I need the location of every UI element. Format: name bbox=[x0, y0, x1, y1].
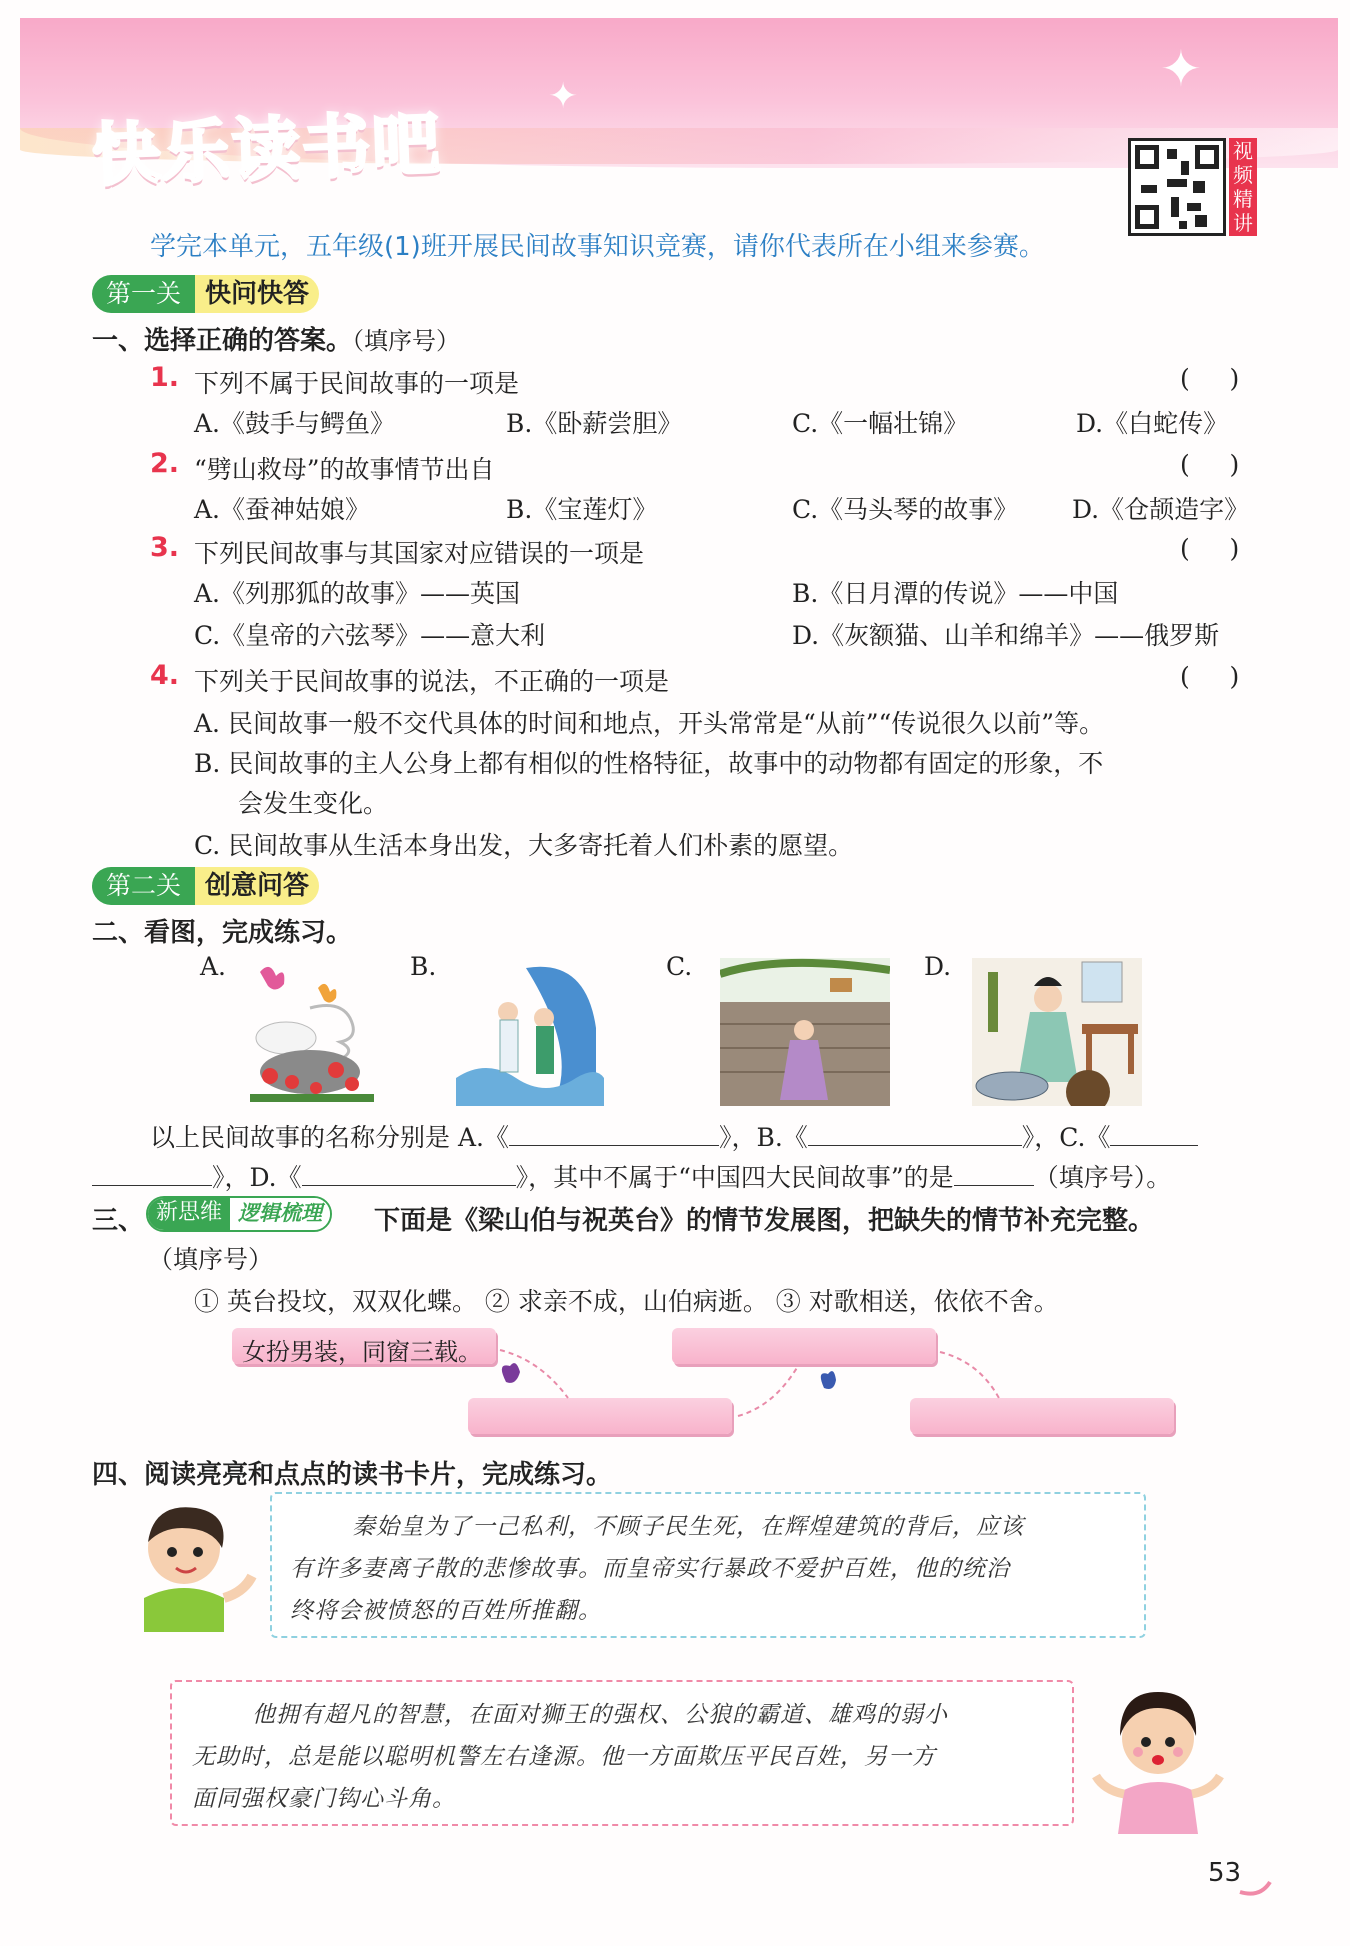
option[interactable]: A. 民间故事一般不交代具体的时间和地点，开头常常是“从前”“传说很久以前”等。 bbox=[194, 709, 1105, 738]
option[interactable]: B.《日月潭的传说》——中国 bbox=[792, 579, 1119, 608]
answer-blank-b[interactable] bbox=[808, 1120, 1022, 1146]
card1-line: 有许多妻离子散的悲惨故事。而皇帝实行暴政不爱护百姓，他的统治 bbox=[290, 1556, 1010, 1582]
card2-line: 无助时，总是能以聪明机警左右逢源。他一方面欺压平民百姓，另一方 bbox=[192, 1744, 936, 1770]
waves-figures-illustration bbox=[456, 958, 604, 1106]
silk-worker-illustration bbox=[972, 958, 1142, 1106]
card1-line: 秦始皇为了一己私利，不顾子民生死，在辉煌建筑的背后，应该 bbox=[352, 1514, 1024, 1540]
fill-text: 以上民间故事的名称分别是 A.《 bbox=[150, 1123, 509, 1152]
question-number: 4. bbox=[150, 660, 180, 691]
option[interactable]: A.《列那狐的故事》——英国 bbox=[194, 579, 521, 608]
answer-blank-c[interactable] bbox=[1110, 1120, 1198, 1146]
answer-blank[interactable]: ( ) bbox=[1180, 534, 1240, 563]
option[interactable]: C.《皇帝的六弦琴》——意大利 bbox=[194, 621, 546, 650]
picture-label: A. bbox=[200, 952, 227, 981]
question-number: 2. bbox=[150, 448, 180, 479]
option[interactable]: C. 民间故事从生活本身出发，大多寄托着人们朴素的愿望。 bbox=[194, 831, 854, 860]
page-number: 53 bbox=[1208, 1858, 1242, 1888]
section2-pill bbox=[92, 866, 319, 906]
flow-arrows bbox=[480, 1346, 1020, 1426]
picture-label: D. bbox=[924, 952, 952, 981]
section1-heading-text: 一、选择正确的答案。 bbox=[92, 326, 353, 356]
section3-note: （填序号） bbox=[148, 1245, 274, 1274]
fill-line-1 bbox=[150, 1118, 1198, 1154]
new-thinking-badge bbox=[146, 1196, 332, 1232]
question-number: 1. bbox=[150, 362, 180, 393]
option[interactable]: A.《蚕神姑娘》 bbox=[194, 495, 371, 524]
picture-label: B. bbox=[410, 952, 437, 981]
boy-liangliang-avatar bbox=[124, 1502, 264, 1632]
fill-text: 》，C.《 bbox=[1021, 1123, 1111, 1152]
card1-line: 终将会被愤怒的百姓所推翻。 bbox=[290, 1598, 602, 1624]
answer-blank-a[interactable] bbox=[509, 1120, 719, 1146]
option-continuation: 会发生变化。 bbox=[238, 789, 389, 818]
option[interactable]: D.《白蛇传》 bbox=[1076, 409, 1229, 438]
section1-pill bbox=[92, 274, 319, 314]
answer-blank-c-cont[interactable] bbox=[92, 1160, 212, 1186]
plot-choices: ① 英台投坟，双双化蝶。 ② 求亲不成，山伯病逝。 ③ 对歌相送，依依不舍。 bbox=[194, 1287, 1059, 1316]
answer-blank[interactable]: ( ) bbox=[1180, 662, 1240, 691]
section2-heading: 二、看图，完成练习。 bbox=[92, 918, 353, 948]
question-text: 下列民间故事与其国家对应错误的一项是 bbox=[194, 539, 645, 568]
card2-line: 他拥有超凡的智慧，在面对狮王的强权、公狼的霸道、雄鸡的弱小 bbox=[252, 1702, 948, 1728]
option[interactable]: B.《卧薪尝胆》 bbox=[506, 409, 683, 438]
option[interactable]: D.《仓颉造字》 bbox=[1072, 495, 1250, 524]
fill-text: 》，其中不属于“中国四大民间故事”的是 bbox=[515, 1163, 954, 1192]
question-number: 3. bbox=[150, 532, 180, 563]
sparkle-icon: ✦ bbox=[1160, 40, 1202, 98]
option[interactable]: C.《一幅壮锦》 bbox=[792, 409, 969, 438]
question-text: 下列关于民间故事的说法，不正确的一项是 bbox=[194, 667, 670, 696]
fill-text: 》，B.《 bbox=[718, 1123, 808, 1152]
card2-line: 面同强权豪门钩心斗角。 bbox=[192, 1786, 456, 1812]
butterfly-grave-illustration bbox=[240, 958, 380, 1106]
fill-text: （填序号）。 bbox=[1033, 1163, 1172, 1192]
picture-label: C. bbox=[666, 952, 693, 981]
option[interactable]: C.《马头琴的故事》 bbox=[792, 495, 1019, 524]
intro-text: 学完本单元，五年级(1)班开展民间故事知识竞赛，请你代表所在小组来参赛。 bbox=[150, 226, 1045, 263]
section1-heading bbox=[92, 320, 460, 357]
fill-text: 》，D.《 bbox=[212, 1163, 302, 1192]
question-text: “劈山救母”的故事情节出自 bbox=[194, 455, 495, 484]
option[interactable]: B. 民间故事的主人公身上都有相似的性格特征，故事中的动物都有固定的形象，不 bbox=[194, 749, 1104, 778]
great-wall-illustration bbox=[720, 958, 890, 1106]
video-lecture-label[interactable]: 视频精讲 bbox=[1229, 138, 1257, 236]
answer-blank[interactable]: ( ) bbox=[1180, 364, 1240, 393]
answer-blank[interactable]: ( ) bbox=[1180, 450, 1240, 479]
section1-title: 快问快答 bbox=[195, 275, 319, 313]
section1-note: （填序号） bbox=[352, 327, 461, 355]
girl-diandian-avatar bbox=[1088, 1684, 1228, 1834]
option[interactable]: B.《宝莲灯》 bbox=[506, 495, 658, 524]
option[interactable]: D.《灰额猫、山羊和绵羊》——俄罗斯 bbox=[792, 621, 1220, 650]
answer-blank-seq[interactable] bbox=[954, 1160, 1034, 1186]
section4-heading: 四、阅读亮亮和点点的读书卡片，完成练习。 bbox=[92, 1460, 613, 1490]
section3-prefix: 三、 bbox=[92, 1206, 145, 1236]
section3-heading: 下面是《梁山伯与祝英台》的情节发展图，把缺失的情节补充完整。 bbox=[374, 1206, 1155, 1236]
question-text: 下列不属于民间故事的一项是 bbox=[194, 369, 520, 398]
fill-line-2 bbox=[92, 1158, 1171, 1194]
badge-sublabel: 逻辑梳理 bbox=[230, 1196, 330, 1232]
section2-level: 第二关 bbox=[92, 867, 195, 905]
section2-title: 创意问答 bbox=[195, 867, 319, 905]
badge-label: 新思维 bbox=[148, 1196, 230, 1232]
page-title: 快乐读书吧 bbox=[90, 104, 444, 197]
page-corner-swirl-icon bbox=[1236, 1860, 1276, 1900]
plot-box-1-text: 女扮男装，同窗三载。 bbox=[242, 1338, 482, 1366]
section1-level: 第一关 bbox=[92, 275, 195, 313]
answer-blank-d[interactable] bbox=[302, 1160, 516, 1186]
sparkle-icon: ✦ bbox=[548, 76, 579, 117]
qr-code-icon[interactable] bbox=[1128, 138, 1226, 236]
option[interactable]: A.《鼓手与鳄鱼》 bbox=[194, 409, 396, 438]
